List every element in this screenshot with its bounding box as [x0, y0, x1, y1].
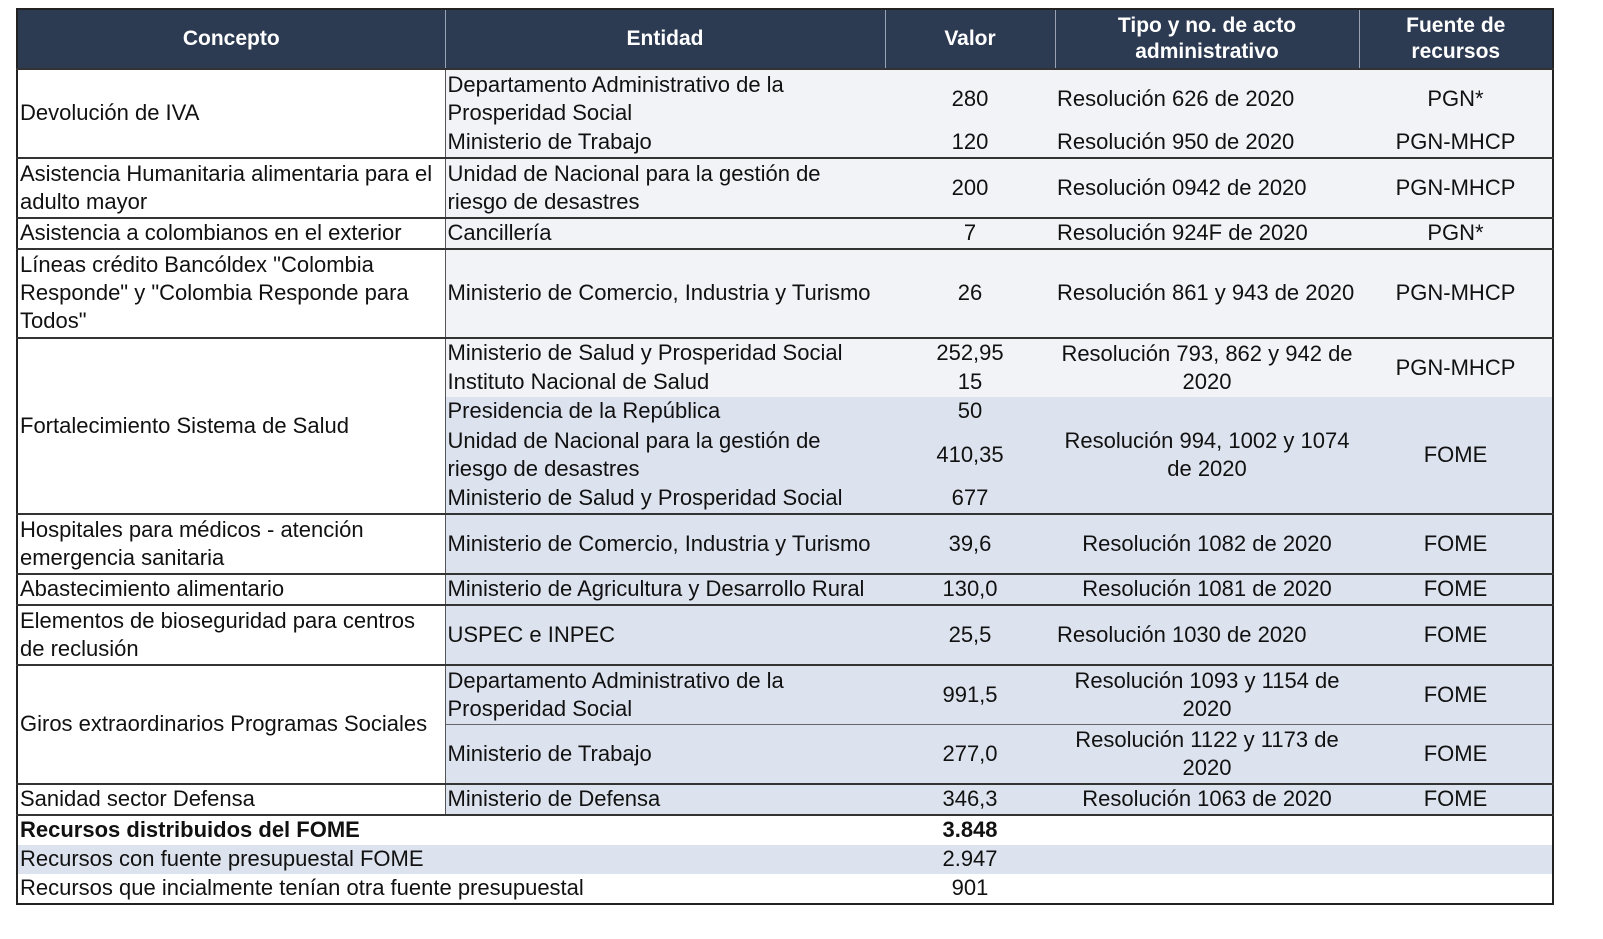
table-row — [17, 605, 1553, 665]
cell-valor: 677 — [951, 485, 989, 511]
cell-valor: 25,5 — [885, 605, 1055, 665]
cell-concepto: Elementos de bioseguridad para centros de reclusión — [17, 605, 445, 665]
header-fuente: Fuente de recursos — [1359, 9, 1553, 69]
total-row — [17, 874, 1553, 904]
cell-valor: 7 — [885, 218, 1055, 249]
table-row — [17, 218, 1553, 249]
cell-entidad: Unidad de Nacional para la gestión de riesgo de desastres — [447, 427, 821, 481]
cell-valor: 26 — [885, 249, 1055, 338]
cell-valor: 200 — [885, 158, 1055, 218]
total-row — [17, 815, 1553, 845]
cell-acto: Resolución 626 de 2020 — [1055, 69, 1359, 128]
cell-concepto: Giros extraordinarios Programas Sociales — [17, 665, 445, 784]
cell-fuente: FOME — [1359, 574, 1553, 605]
cell-valor: 252,95 — [885, 338, 1055, 368]
cell-valor: 15 — [957, 369, 983, 395]
cell-valor: 991,5 — [885, 665, 1055, 724]
cell-concepto: Hospitales para médicos - atención emergencia sanitaria — [17, 514, 445, 574]
cell-valor: 120 — [951, 129, 989, 155]
cell-concepto: Asistencia Humanitaria alimentaria para el adulto mayor — [17, 158, 445, 218]
cell-entidad: Ministerio de Trabajo — [445, 724, 885, 783]
header-concepto: Concepto — [17, 9, 445, 69]
cell-fuente: FOME — [1423, 441, 1488, 467]
cell-concepto: Asistencia a colombianos en el exterior — [17, 218, 445, 249]
cell-entidad: Departamento Administrativo de la Prosperidad Social — [445, 665, 885, 724]
cell-valor: 50 — [957, 398, 983, 424]
table-row — [17, 514, 1553, 574]
cell-entidad: Ministerio de Trabajo — [447, 129, 652, 155]
total-label: Recursos con fuente presupuestal FOME — [20, 846, 424, 872]
table-row — [17, 574, 1553, 605]
cell-acto: Resolución 1030 de 2020 — [1055, 605, 1359, 665]
cell-valor: 39,6 — [885, 514, 1055, 574]
cell-acto: Resolución 1093 y 1154 de 2020 — [1055, 665, 1359, 724]
cell-valor: 410,35 — [936, 441, 1004, 467]
header-row — [17, 9, 1553, 69]
cell-entidad: Ministerio de Comercio, Industria y Turismo — [445, 514, 885, 574]
cell-acto: Resolución 793, 862 y 942 de 2020 — [1055, 338, 1359, 397]
cell-entidad: Unidad de Nacional para la gestión de riesgo de desastres — [445, 158, 885, 218]
table-row — [17, 665, 1553, 724]
cell-fuente: PGN-MHCP — [1395, 129, 1516, 155]
cell-acto: Resolución 924F de 2020 — [1055, 218, 1359, 249]
total-empty — [1055, 815, 1553, 845]
cell-entidad: Ministerio de Salud y Prosperidad Social — [447, 485, 843, 511]
table-row — [17, 784, 1553, 815]
cell-entidad: Presidencia de la República — [447, 398, 721, 424]
total-empty — [1055, 845, 1553, 874]
cell-fuente: FOME — [1359, 605, 1553, 665]
total-label: Recursos distribuidos del FOME — [17, 815, 885, 845]
table-row — [17, 249, 1553, 338]
total-valor: 2.947 — [942, 846, 998, 872]
cell-valor: 277,0 — [885, 724, 1055, 783]
cell-valor: 280 — [885, 69, 1055, 128]
cell-fuente: FOME — [1359, 784, 1553, 815]
total-valor: 3.848 — [885, 815, 1055, 845]
cell-entidad: Ministerio de Salud y Prosperidad Social — [445, 338, 885, 368]
cell-entidad: Cancillería — [445, 218, 885, 249]
table-row — [17, 69, 1553, 128]
header-valor: Valor — [885, 9, 1055, 69]
cell-valor: 346,3 — [885, 784, 1055, 815]
cell-entidad: Instituto Nacional de Salud — [447, 369, 710, 395]
cell-acto: Resolución 1122 y 1173 de 2020 — [1055, 724, 1359, 783]
cell-concepto: Sanidad sector Defensa — [17, 784, 445, 815]
cell-concepto: Devolución de IVA — [17, 69, 445, 158]
total-row — [17, 845, 1553, 874]
cell-entidad: Ministerio de Agricultura y Desarrollo Rural — [445, 574, 885, 605]
cell-valor: 130,0 — [885, 574, 1055, 605]
cell-entidad: Ministerio de Defensa — [445, 784, 885, 815]
cell-entidad: Departamento Administrativo de la Prosperidad Social — [445, 69, 885, 128]
cell-acto: Resolución 1063 de 2020 — [1055, 784, 1359, 815]
table-row — [17, 158, 1553, 218]
cell-concepto: Fortalecimiento Sistema de Salud — [17, 338, 445, 514]
cell-concepto: Líneas crédito Bancóldex "Colombia Responde" y "Colombia Responde para Todos" — [17, 249, 445, 338]
cell-acto: Resolución 994, 1002 y 1074 de 2020 — [1064, 427, 1350, 481]
cell-acto: Resolución 1082 de 2020 — [1055, 514, 1359, 574]
cell-fuente: PGN* — [1359, 69, 1553, 128]
cell-fuente: FOME — [1359, 665, 1553, 724]
total-label: Recursos que incialmente tenían otra fuente presupuestal — [20, 875, 584, 901]
header-acto: Tipo y no. de acto administrativo — [1055, 9, 1359, 69]
cell-acto: Resolución 861 y 943 de 2020 — [1055, 249, 1359, 338]
cell-fuente: PGN-MHCP — [1359, 249, 1553, 338]
fome-resources-table — [16, 8, 1554, 905]
cell-acto: Resolución 1081 de 2020 — [1055, 574, 1359, 605]
cell-acto: Resolución 950 de 2020 — [1057, 129, 1295, 155]
header-entidad: Entidad — [445, 9, 885, 69]
cell-fuente: FOME — [1359, 724, 1553, 783]
cell-acto: Resolución 0942 de 2020 — [1055, 158, 1359, 218]
cell-entidad: Ministerio de Comercio, Industria y Turismo — [445, 249, 885, 338]
cell-concepto: Abastecimiento alimentario — [17, 574, 445, 605]
cell-fuente: PGN-MHCP — [1359, 338, 1553, 397]
cell-fuente: PGN* — [1359, 218, 1553, 249]
table-row — [17, 338, 1553, 368]
cell-entidad: USPEC e INPEC — [445, 605, 885, 665]
cell-fuente: PGN-MHCP — [1359, 158, 1553, 218]
total-valor: 901 — [951, 875, 989, 901]
cell-fuente: FOME — [1359, 514, 1553, 574]
total-empty — [1055, 874, 1553, 904]
